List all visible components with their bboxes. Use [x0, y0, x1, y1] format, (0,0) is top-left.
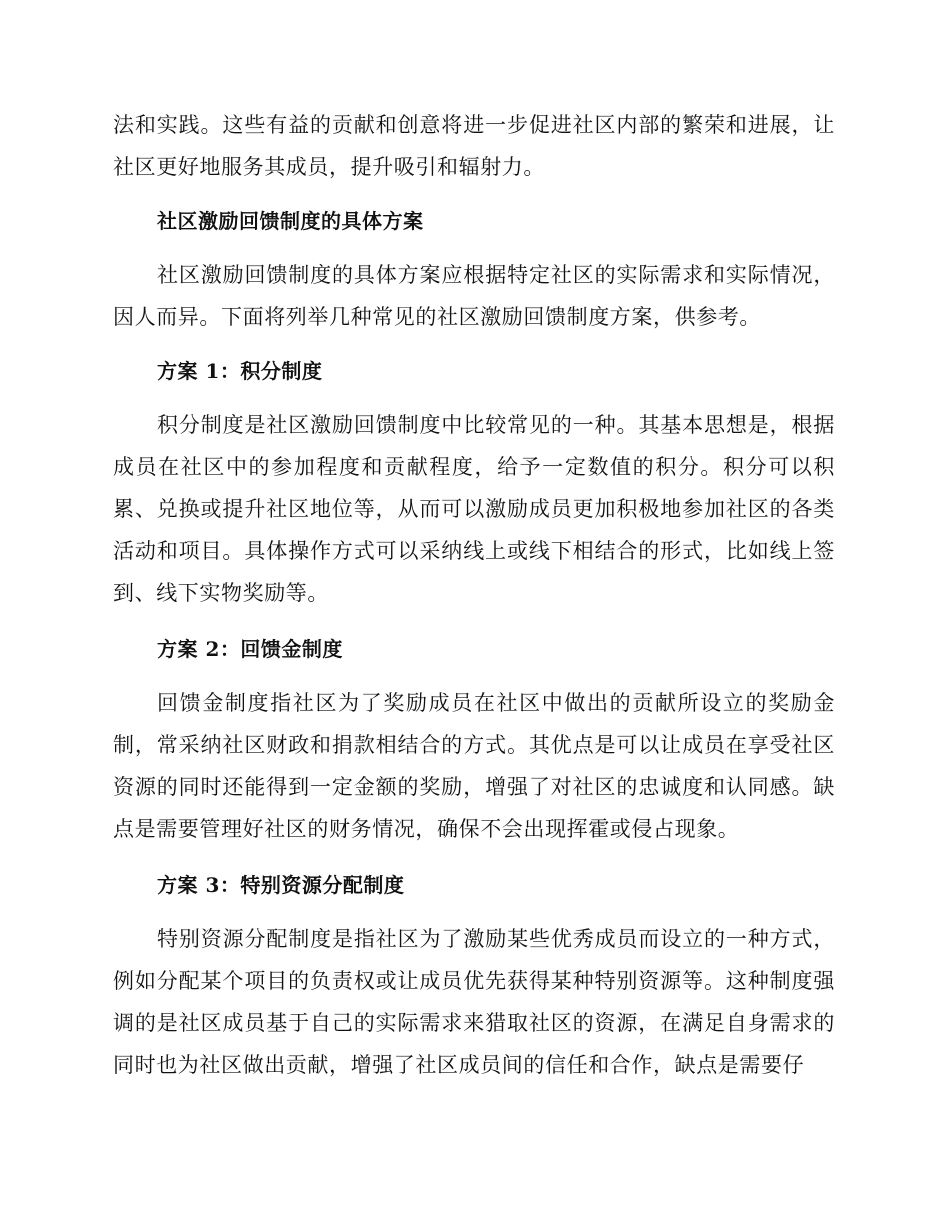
- heading-plan-3: 方案 3：特别资源分配制度: [157, 873, 405, 897]
- section-heading-specific-plans: 社区激励回馈制度的具体方案: [157, 209, 424, 233]
- spacer: [113, 906, 835, 918]
- spacer: [113, 850, 835, 864]
- paragraph-intro: 社区激励回馈制度的具体方案应根据特定社区的实际需求和实际情况，因人而异。下面将列举几种常见的社区激励回馈制度方案，供参考。: [113, 263, 835, 329]
- spacer: [113, 614, 835, 628]
- spacer: [113, 338, 835, 350]
- spacer: [113, 670, 835, 682]
- spacer: [113, 188, 835, 200]
- spacer: [113, 392, 835, 404]
- document-body: [113, 104, 835, 1086]
- heading-plan-1: 方案 1：积分制度: [157, 359, 323, 383]
- paragraph-plan-3: 特别资源分配制度是指社区为了激励某些优秀成员而设立的一种方式，例如分配某个项目的负责权或让成员优先获得某种特别资源等。这种制度强调的是社区成员基于自己的实际需求来猎取社区的资源，在满足自身需求的同时也为社区做出贡献，增强了社区成员间的信任和合作，缺点是需要仔: [113, 927, 835, 1077]
- paragraph-plan-1: 积分制度是社区激励回馈制度中比较常见的一种。其基本思想是，根据成员在社区中的参加程度和贡献程度，给予一定数值的积分。积分可以积累、兑换或提升社区地位等，从而可以激励成员更加积极地参加社区的各类活动和项目。具体操作方式可以采纳线上或线下相结合的形式，比如线上签到、线下实物奖励等。: [113, 413, 835, 605]
- paragraph-plan-2: 回馈金制度指社区为了奖励成员在社区中做出的贡献所设立的奖励金制，常采纳社区财政和捐款相结合的方式。其优点是可以让成员在享受社区资源的同时还能得到一定金额的奖励，增强了对社区的忠诚度和认同感。缺点是需要管理好社区的财务情况，确保不会出现挥霍或侵占现象。: [113, 691, 835, 841]
- spacer: [113, 242, 835, 254]
- paragraph-continuation: 法和实践。这些有益的贡献和创意将进一步促进社区内部的繁荣和进展，让社区更好地服务其成员，提升吸引和辐射力。: [113, 113, 835, 179]
- heading-plan-2: 方案 2：回馈金制度: [157, 637, 343, 661]
